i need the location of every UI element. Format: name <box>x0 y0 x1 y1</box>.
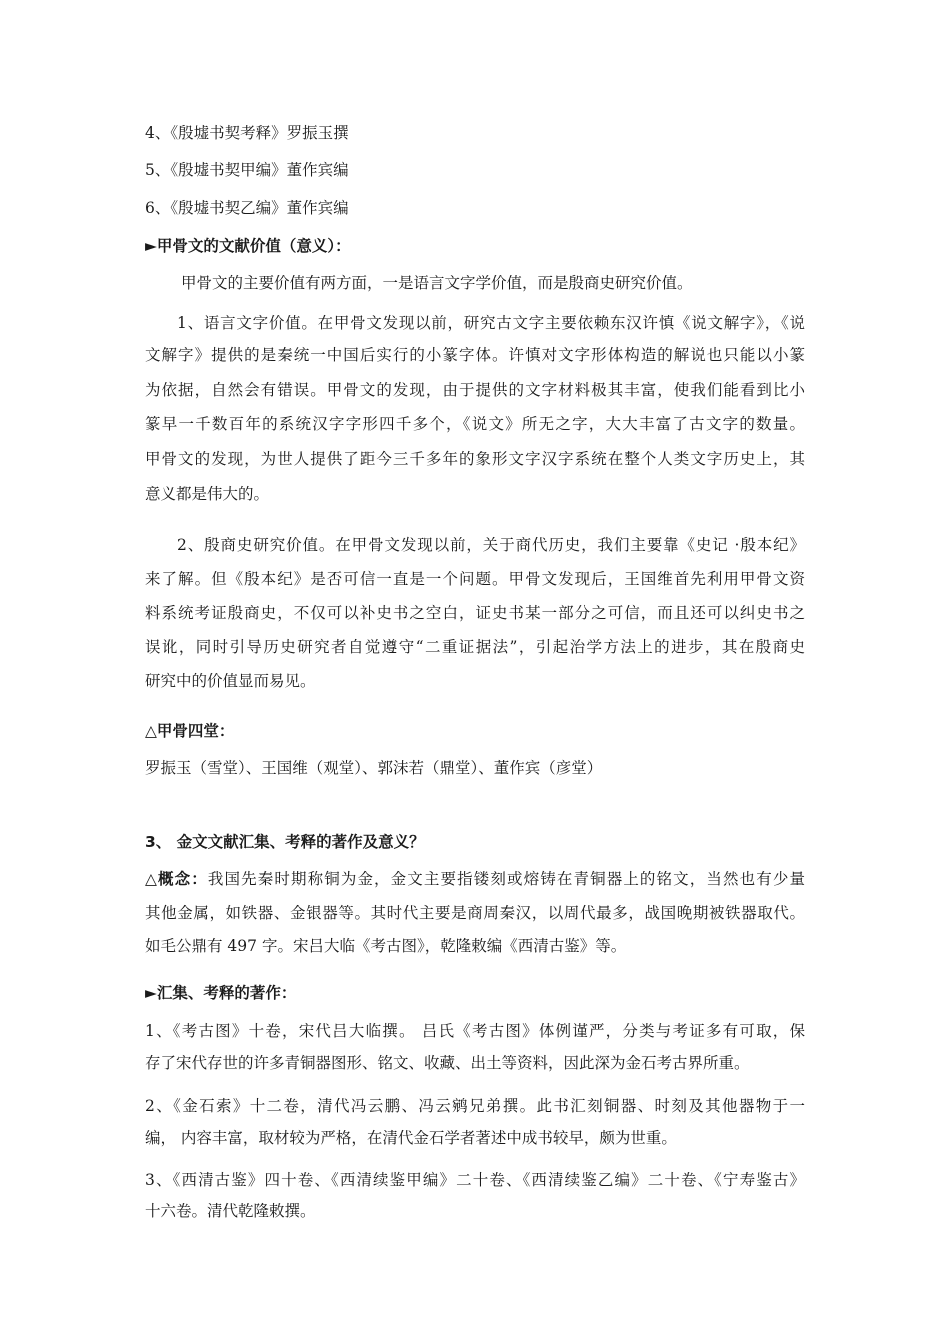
four-tang-text: 罗振玉（雪堂）、王国维（观堂）、郭沫若（鼎堂）、董作宾（彦堂） <box>145 759 603 777</box>
value-intro: 甲骨文的主要价值有两方面，一是语言文字学价值，而是殷商史研究价值。 <box>181 274 693 292</box>
work-item-line: 3、《西清古鉴》四十卷、《西清续鉴甲编》二十卷、《西清续鉴乙编》二十卷、《宁寿鉴古》 <box>145 1171 805 1189</box>
concept-line: 如毛公鼎有 497 字。宋吕大临《考古图》，乾隆敕编《西清古鉴》等。 <box>145 937 627 955</box>
triangle-marker-icon: ► <box>145 984 157 1002</box>
work-item-line: 1、《考古图》十卷，宋代吕大临撰。 吕氏《考古图》体例谨严，分类与考证多有可取，保 <box>145 1022 805 1040</box>
book-list-item: 5、《殷墟书契甲编》董作宾编 <box>145 161 349 179</box>
paragraph-line: 2、殷商史研究价值。在甲骨文发现以前，关于商代历史，我们主要靠《史记 ·殷本纪》 <box>177 536 805 554</box>
paragraph-line: 料系统考证殷商史，不仅可以补史书之空白，证史书某一部分之可信，而且还可以纠史书之 <box>145 604 805 622</box>
concept-line: △概念：我国先秦时期称铜为金，金文主要指镂刻或熔铸在青铜器上的铭文，当然也有少量 <box>145 870 805 888</box>
value-section-heading: ►甲骨文的文献价值（意义）： <box>145 237 351 255</box>
paragraph-line: 甲骨文的发现，为世人提供了距今三千多年的象形文字汉字系统在整个人类文字历史上，其 <box>145 450 805 468</box>
work-item-line: 存了宋代存世的许多青铜器图形、铭文、收藏、出土等资料，因此深为金石考古界所重。 <box>145 1054 750 1072</box>
paragraph-line: 1、语言文字价值。在甲骨文发现以前，研究古文字主要依赖东汉许慎《说文解字》，《说 <box>177 314 805 332</box>
works-heading: ►汇集、考释的著作： <box>145 984 297 1002</box>
paragraph-line: 来了解。但《殷本纪》是否可信一直是一个问题。甲骨文发现后，王国维首先利用甲骨文资 <box>145 570 805 588</box>
work-item-line: 2、《金石索》十二卷，清代冯云鹏、冯云鹓兄弟撰。此书汇刻铜器、时刻及其他器物于一 <box>145 1097 805 1115</box>
paragraph-line: 意义都是伟大的。 <box>145 485 270 503</box>
book-list-item: 4、《殷墟书契考释》罗振玉撰 <box>145 124 349 142</box>
work-item-line: 十六卷。清代乾隆敕撰。 <box>145 1202 316 1220</box>
triangle-marker-icon: ► <box>145 237 157 255</box>
four-tang-heading: △甲骨四堂： <box>145 722 235 740</box>
book-list-item: 6、《殷墟书契乙编》董作宾编 <box>145 199 349 217</box>
concept-label: △概念： <box>145 870 208 888</box>
question-heading: 3、 金文文献汇集、考释的著作及意义？ <box>145 833 425 851</box>
paragraph-line: 误讹，同时引导历史研究者自觉遵守“二重证据法”，引起治学方法上的进步，其在殷商史 <box>145 638 805 656</box>
paragraph-line: 篆早一千数百年的系统汉字字形四千多个，《说文》所无之字，大大丰富了古文字的数量。 <box>145 415 805 433</box>
paragraph-line: 研究中的价值显而易见。 <box>145 672 316 690</box>
concept-line: 其他金属，如铁器、金银器等。其时代主要是商周秦汉，以周代最多，战国晚期被铁器取代。 <box>145 904 805 922</box>
work-item-line: 编， 内容丰富，取材较为严格，在清代金石学者著述中成书较早，颇为世重。 <box>145 1129 677 1147</box>
paragraph-line: 文解字》提供的是秦统一中国后实行的小篆字体。许慎对文字形体构造的解说也只能以小篆 <box>145 346 805 364</box>
paragraph-line: 为依据，自然会有错误。甲骨文的发现，由于提供的文字材料极其丰富，使我们能看到比小 <box>145 381 805 399</box>
